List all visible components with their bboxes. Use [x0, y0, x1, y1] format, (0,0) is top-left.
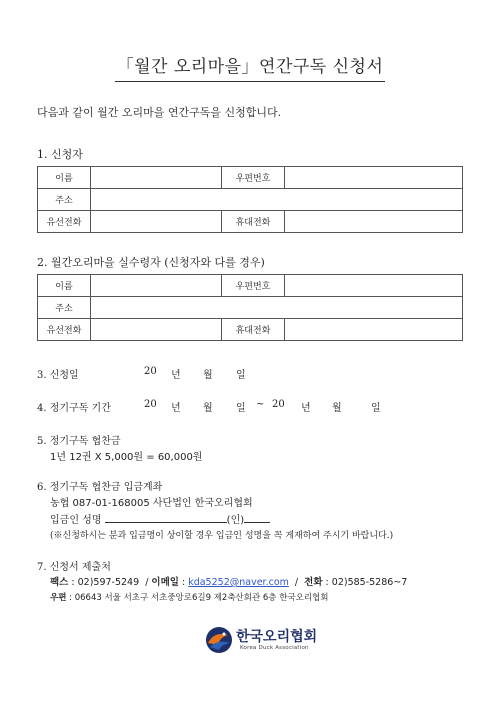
period-end-yy: 20	[272, 399, 285, 410]
section1-heading: 1. 신청자	[37, 148, 83, 161]
application-date-day[interactable]: 일	[236, 370, 246, 381]
recipient-mobile-label: 휴대전화	[222, 319, 285, 341]
section2-heading: 2. 월간오리마을 실수령자 (신청자와 다를 경우)	[37, 256, 265, 269]
applicant-table	[37, 166, 463, 233]
depositor-note: (※신청하시는 분과 입금명이 상이할 경우 입금인 성명을 꼭 게재하여 주시기 바랍니다.)	[50, 531, 394, 541]
recipient-phone-field[interactable]	[91, 319, 222, 341]
recipient-phone-label: 유선전화	[38, 319, 91, 341]
postal-label: 우편	[50, 593, 67, 603]
applicant-name-field[interactable]	[91, 167, 222, 189]
fax-label: 팩스	[50, 577, 69, 588]
seal-line	[244, 512, 270, 523]
applicant-zip-field[interactable]	[285, 167, 463, 189]
email-label: 이메일	[151, 577, 179, 588]
phone-label: 전화	[304, 577, 323, 588]
recipient-address-label: 주소	[38, 297, 91, 319]
address-row: 우편 : 06643 서울 서초구 서초중앙로6길9 제2축산회관 6층 한국오리협회	[50, 593, 329, 603]
section3-label: 3. 신청일	[37, 370, 79, 381]
application-date-yy: 20	[144, 366, 157, 377]
depositor-name-field[interactable]	[105, 512, 227, 523]
seal-mark: (인)	[226, 515, 245, 526]
applicant-mobile-field[interactable]	[285, 211, 463, 233]
applicant-name-label: 이름	[38, 167, 91, 189]
recipient-address-field[interactable]	[91, 297, 463, 319]
bank-account: 농협 087-01-168005 사단법인 한국오리협회	[50, 498, 253, 509]
period-start-year[interactable]: 년	[171, 403, 181, 414]
page-title: 「월간 오리마을」연간구독 신청서	[115, 52, 386, 82]
recipient-mobile-field[interactable]	[285, 319, 463, 341]
logo-subtitle: Korea Duck Association	[240, 645, 309, 651]
period-start-yy: 20	[144, 399, 157, 410]
period-end-year[interactable]: 년	[301, 403, 311, 414]
duck-emblem-icon	[204, 625, 234, 655]
applicant-mobile-label: 휴대전화	[222, 211, 285, 233]
applicant-address-label: 주소	[38, 189, 91, 211]
applicant-phone-label: 유선전화	[38, 211, 91, 233]
period-start-month[interactable]: 월	[203, 403, 213, 414]
depositor-row	[50, 511, 270, 526]
phone-number: 02)585-5286~7	[331, 577, 408, 588]
email-link[interactable]: kda5252@naver.com	[188, 577, 289, 588]
kda-logo	[204, 625, 324, 657]
recipient-table	[37, 274, 463, 341]
period-end-month[interactable]: 월	[332, 403, 342, 414]
recipient-zip-label: 우편번호	[222, 275, 285, 297]
applicant-phone-field[interactable]	[91, 211, 222, 233]
recipient-name-field[interactable]	[91, 275, 222, 297]
fax-number: 02)597-5249	[77, 577, 140, 588]
section7-heading: 7. 신청서 제출처	[37, 562, 111, 573]
section5-heading: 5. 정기구독 협찬금	[37, 436, 121, 447]
depositor-label: 입금인 성명	[50, 515, 102, 526]
recipient-zip-field[interactable]	[285, 275, 463, 297]
application-date-year[interactable]: 년	[171, 370, 181, 381]
section4-label: 4. 정기구독 기간	[37, 403, 111, 414]
logo-name: 한국오리협회	[236, 629, 318, 645]
contact-row: 팩스 : 02)597-5249 / 이메일 : kda5252@naver.com / 전화 : 02)585-5286~7	[50, 577, 408, 588]
application-date-month[interactable]: 월	[203, 370, 213, 381]
subscription-fee-detail: 1년 12권 X 5,000원 = 60,000원	[50, 452, 203, 463]
applicant-zip-label: 우편번호	[222, 167, 285, 189]
period-tilde: ~	[256, 399, 265, 410]
postal-address: 06643 서울 서초구 서초중앙로6길9 제2축산회관 6층 한국오리협회	[74, 593, 329, 603]
applicant-address-field[interactable]	[91, 189, 463, 211]
period-start-day[interactable]: 일	[236, 403, 246, 414]
title-wrap	[0, 52, 500, 82]
section6-heading: 6. 정기구독 협찬금 입금계좌	[37, 482, 163, 493]
intro-text: 다음과 같이 월간 오리마을 연간구독을 신청합니다.	[37, 106, 282, 119]
period-end-day[interactable]: 일	[371, 403, 381, 414]
recipient-name-label: 이름	[38, 275, 91, 297]
